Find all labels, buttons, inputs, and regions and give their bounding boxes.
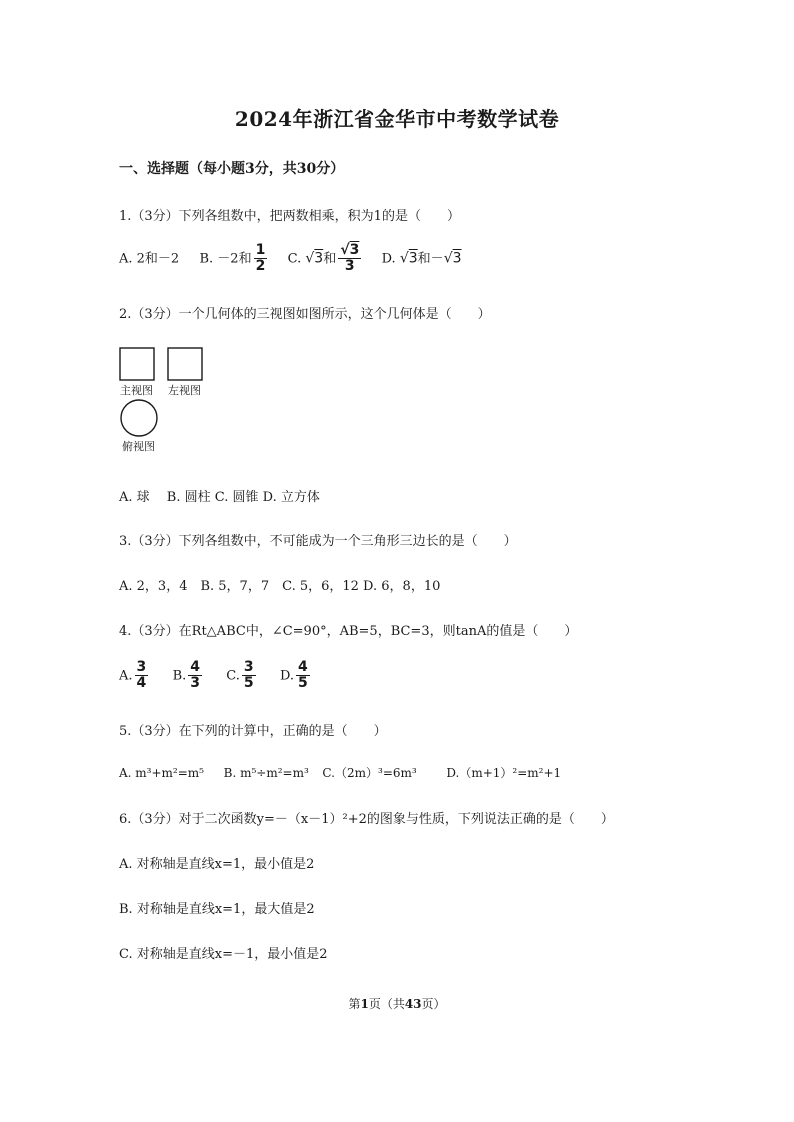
page-title: 2024年浙江省金华市中考数学试卷 <box>234 107 560 131</box>
q1-option-a: A. 2和－2 <box>119 251 180 267</box>
q4-option-d-prefix: D. <box>279 668 295 684</box>
question-3-options: A. 2，3，4 B. 5，7，7 C. 5，6，12 D. 6，8，10 <box>119 579 441 594</box>
q4-option-c-fraction: $\frac{3}{5}$ <box>243 659 254 692</box>
question-2-options: A. 球 B. 圆柱 C. 圆锥 D. 立方体 <box>119 490 320 505</box>
q1-option-d-sqrt-2: √3 <box>443 250 462 267</box>
q5-option-a: A. m³+m²=m⁵ <box>119 766 204 780</box>
question-6-option-a: A. 对称轴是直线x=1，最小值是2 <box>119 857 315 872</box>
q1-option-c-sqrt: √3 <box>305 250 324 267</box>
footer-suffix: 页） <box>421 997 446 1011</box>
footer-middle: 页（共 <box>368 997 405 1011</box>
q5-option-d: D.（m+1）²=m²+1 <box>446 766 562 780</box>
q5-option-b: B. m⁵÷m²=m³ <box>223 766 309 780</box>
q1-option-c-and: 和 <box>323 251 337 267</box>
q1-option-d-and: 和－ <box>417 251 444 267</box>
question-5-options <box>119 764 561 781</box>
footer-prefix: 第 <box>348 997 361 1011</box>
q1-option-c-fraction: $\frac{√3}{3}$ <box>340 242 360 275</box>
front-view-label: 主视图 <box>120 384 153 397</box>
left-view-square <box>168 348 202 380</box>
question-1-stem: 1.（3分）下列各组数中，把两数相乘，积为1的是（ ） <box>119 209 460 224</box>
q4-option-a-prefix: A. <box>119 668 133 684</box>
footer-total-pages: 43 <box>404 997 422 1011</box>
q4-option-b-prefix: B. <box>172 668 187 684</box>
question-2-stem: 2.（3分）一个几何体的三视图如图所示，这个几何体是（ ） <box>119 307 491 322</box>
q4-option-d-fraction: $\frac{4}{5}$ <box>298 659 308 692</box>
left-view-label: 左视图 <box>168 384 201 397</box>
q1-option-b-prefix: B. －2和 <box>199 251 252 267</box>
q4-option-c-prefix: C. <box>226 668 240 684</box>
front-view-square <box>120 348 154 380</box>
q1-option-c-prefix: C. <box>287 251 306 267</box>
footer-page-number: 1 <box>360 997 369 1011</box>
question-4-options <box>119 660 312 692</box>
question-6-stem: 6.（3分）对于二次函数y=－（x－1）²+2的图象与性质，下列说法正确的是（ ） <box>119 812 614 827</box>
question-3-stem: 3.（3分）下列各组数中，不可能成为一个三角形三边长的是（ ） <box>119 534 517 549</box>
q5-option-c: C.（2m）³=6m³ <box>322 766 417 780</box>
page-footer <box>0 995 794 1012</box>
question-6-option-c: C. 对称轴是直线x=－1，最小值是2 <box>119 947 328 962</box>
top-view-circle <box>121 400 157 436</box>
question-6-option-b: B. 对称轴是直线x=1，最大值是2 <box>119 902 315 917</box>
q1-option-d-sqrt-1: √3 <box>399 250 418 267</box>
top-view-label: 俯视图 <box>122 440 155 453</box>
question-4-stem: 4.（3分）在Rt△ABC中，∠C=90°，AB=5，BC=3，则tanA的值是（ ） <box>119 624 578 639</box>
q4-option-b-fraction: $\frac{4}{3}$ <box>190 659 200 692</box>
q1-option-d-prefix: D. <box>381 251 400 267</box>
q4-option-a-fraction: $\frac{3}{4}$ <box>136 659 147 692</box>
question-5-stem: 5.（3分）在下列的计算中，正确的是（ ） <box>119 724 387 739</box>
question-1-options <box>119 243 462 275</box>
q1-option-b-fraction: $\frac{1}{2}$ <box>255 242 266 275</box>
section-heading-choice: 一、选择题（每小题3分，共30分） <box>119 161 345 177</box>
